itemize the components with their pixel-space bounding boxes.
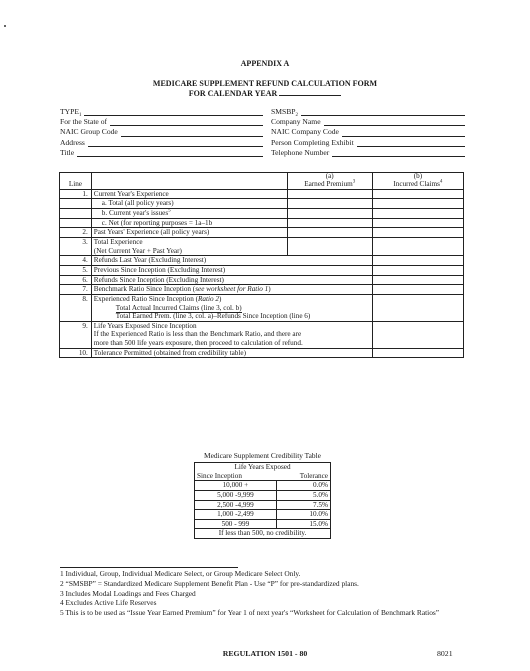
input-cell[interactable] [372, 199, 463, 209]
input-cell[interactable] [287, 199, 372, 209]
input-cell[interactable] [372, 348, 463, 358]
input-cell[interactable] [287, 228, 372, 238]
table-row: 10. Tolerance Permitted (obtained from credibility table) [60, 348, 464, 358]
table-row: 9. Life Years Exposed Since Inception If the Experienced Ratio is less than the Benchmark Ratio, and there are more than 500 life years exposure, then proceed to calculation of refund. [60, 321, 464, 348]
telephone-field: Telephone Number [263, 148, 465, 157]
footnote-rule [60, 567, 238, 568]
incurred-claims-header: (b) Incurred Claims$^4$ [372, 173, 463, 190]
footnote: 3 Includes Modal Loadings and Fees Charged [60, 588, 196, 598]
table-row: 3. Total Experience (Net Current Year + Past Year) [60, 238, 464, 256]
table-row: a. Total (all policy years) [60, 199, 464, 209]
table-header-row [60, 173, 464, 190]
type-field: TYPE 1 [60, 107, 263, 116]
form-title-line2-text: FOR CALENDAR YEAR [188, 89, 278, 98]
table-row: 6. Refunds Since Inception (Excluding Interest) [60, 275, 464, 285]
input-cell[interactable] [287, 238, 372, 256]
input-cell[interactable] [372, 294, 463, 321]
table-row: 8. Experienced Ratio Since Inception (Ratio 2) Total Actual Incurred Claims (line 3, col. b) Total Earned Prem. (line 3, col. a)–Refunds Since Inception (line 6) [60, 294, 464, 321]
line-header: Line [60, 173, 92, 190]
page-number: 8021 [437, 649, 453, 658]
input-cell[interactable] [372, 256, 463, 266]
state-field: For the State of [60, 117, 263, 126]
table-row: 5. Previous Since Inception (Excluding Interest) [60, 265, 464, 275]
footnotes [60, 569, 475, 618]
table-row: 4. Refunds Last Year (Excluding Interest) [60, 256, 464, 266]
table-row: b. Current year's issues$^5$ [60, 209, 464, 219]
footnote: 1 Individual, Group, Individual Medicare Select, or Group Medicare Select Only. [60, 569, 301, 578]
naic-company-code-field: NAIC Company Code [263, 127, 465, 136]
input-cell[interactable] [372, 218, 463, 228]
form-title-line2 [0, 88, 530, 99]
address-field: Address [60, 138, 263, 147]
company-name-field: Company Name [263, 117, 465, 126]
input-cell[interactable] [372, 321, 463, 348]
calendar-year-blank [279, 88, 341, 96]
credibility-row: 10,000 + 0.0% [195, 481, 331, 491]
field-row [60, 106, 465, 119]
table-row: 1. Current Year's Experience [60, 189, 464, 199]
field-row [60, 116, 465, 126]
credibility-row: 500 - 999 15.0% [195, 519, 331, 529]
naic-group-code-field: NAIC Group Code [60, 127, 263, 136]
input-cell[interactable] [372, 285, 463, 295]
header-fields [60, 106, 465, 157]
input-cell[interactable] [372, 238, 463, 256]
description-header [91, 173, 287, 190]
input-cell[interactable] [287, 218, 372, 228]
scan-speck [4, 25, 6, 27]
table-row: 7. Benchmark Ratio Since Inception (see worksheet for Ratio 1) [60, 285, 464, 295]
input-cell[interactable] [372, 209, 463, 219]
input-cell[interactable] [372, 265, 463, 275]
smsbp-field: SMSBP 2 [263, 107, 465, 116]
credibility-table-title: Medicare Supplement Credibility Table [204, 451, 321, 460]
regulation-footer: REGULATION 1501 - 80 [222, 649, 308, 658]
title-field: Title [60, 148, 263, 157]
input-cell[interactable] [372, 228, 463, 238]
credibility-row: 2,500 -4,999 7.5% [195, 500, 331, 510]
refund-calculation-table [59, 172, 464, 358]
credibility-row: 1,000 -2,499 10.0% [195, 510, 331, 520]
credibility-header-row: Since Inception Tolerance [195, 472, 331, 481]
credibility-table [194, 462, 331, 539]
field-row [60, 137, 465, 147]
credibility-header-row: Life Years Exposed [195, 463, 331, 472]
table-row: 2. Past Years' Experience (all policy years) [60, 228, 464, 238]
footnote: 4 Excludes Active Life Reserves [60, 598, 157, 608]
input-cell[interactable] [372, 275, 463, 285]
table-row: c. Net (for reporting purposes = 1a–1b [60, 218, 464, 228]
credibility-row: If less than 500, no credibility. [195, 529, 331, 539]
footnote: 5 This is to be used as “Issue Year Earned Premium” for Year 1 of next year's “Worksheet for Calculation of Benchmark Ratios” [60, 608, 440, 618]
credibility-row: 5,000 -9,999 5.0% [195, 490, 331, 500]
appendix-heading: APPENDIX A [240, 59, 290, 68]
footnote: 2 “SMSBP” = Standardized Medicare Supplement Benefit Plan - Use “P” for pre-standardized plans. [60, 578, 359, 588]
form-title-line1: MEDICARE SUPPLEMENT REFUND CALCULATION FORM [152, 79, 378, 88]
input-cell[interactable] [287, 209, 372, 219]
earned-premium-header: (a) Earned Premium$^3$ [287, 173, 372, 190]
field-row [60, 147, 465, 157]
field-row [60, 126, 465, 136]
person-completing-field: Person Completing Exhibit [263, 138, 465, 147]
